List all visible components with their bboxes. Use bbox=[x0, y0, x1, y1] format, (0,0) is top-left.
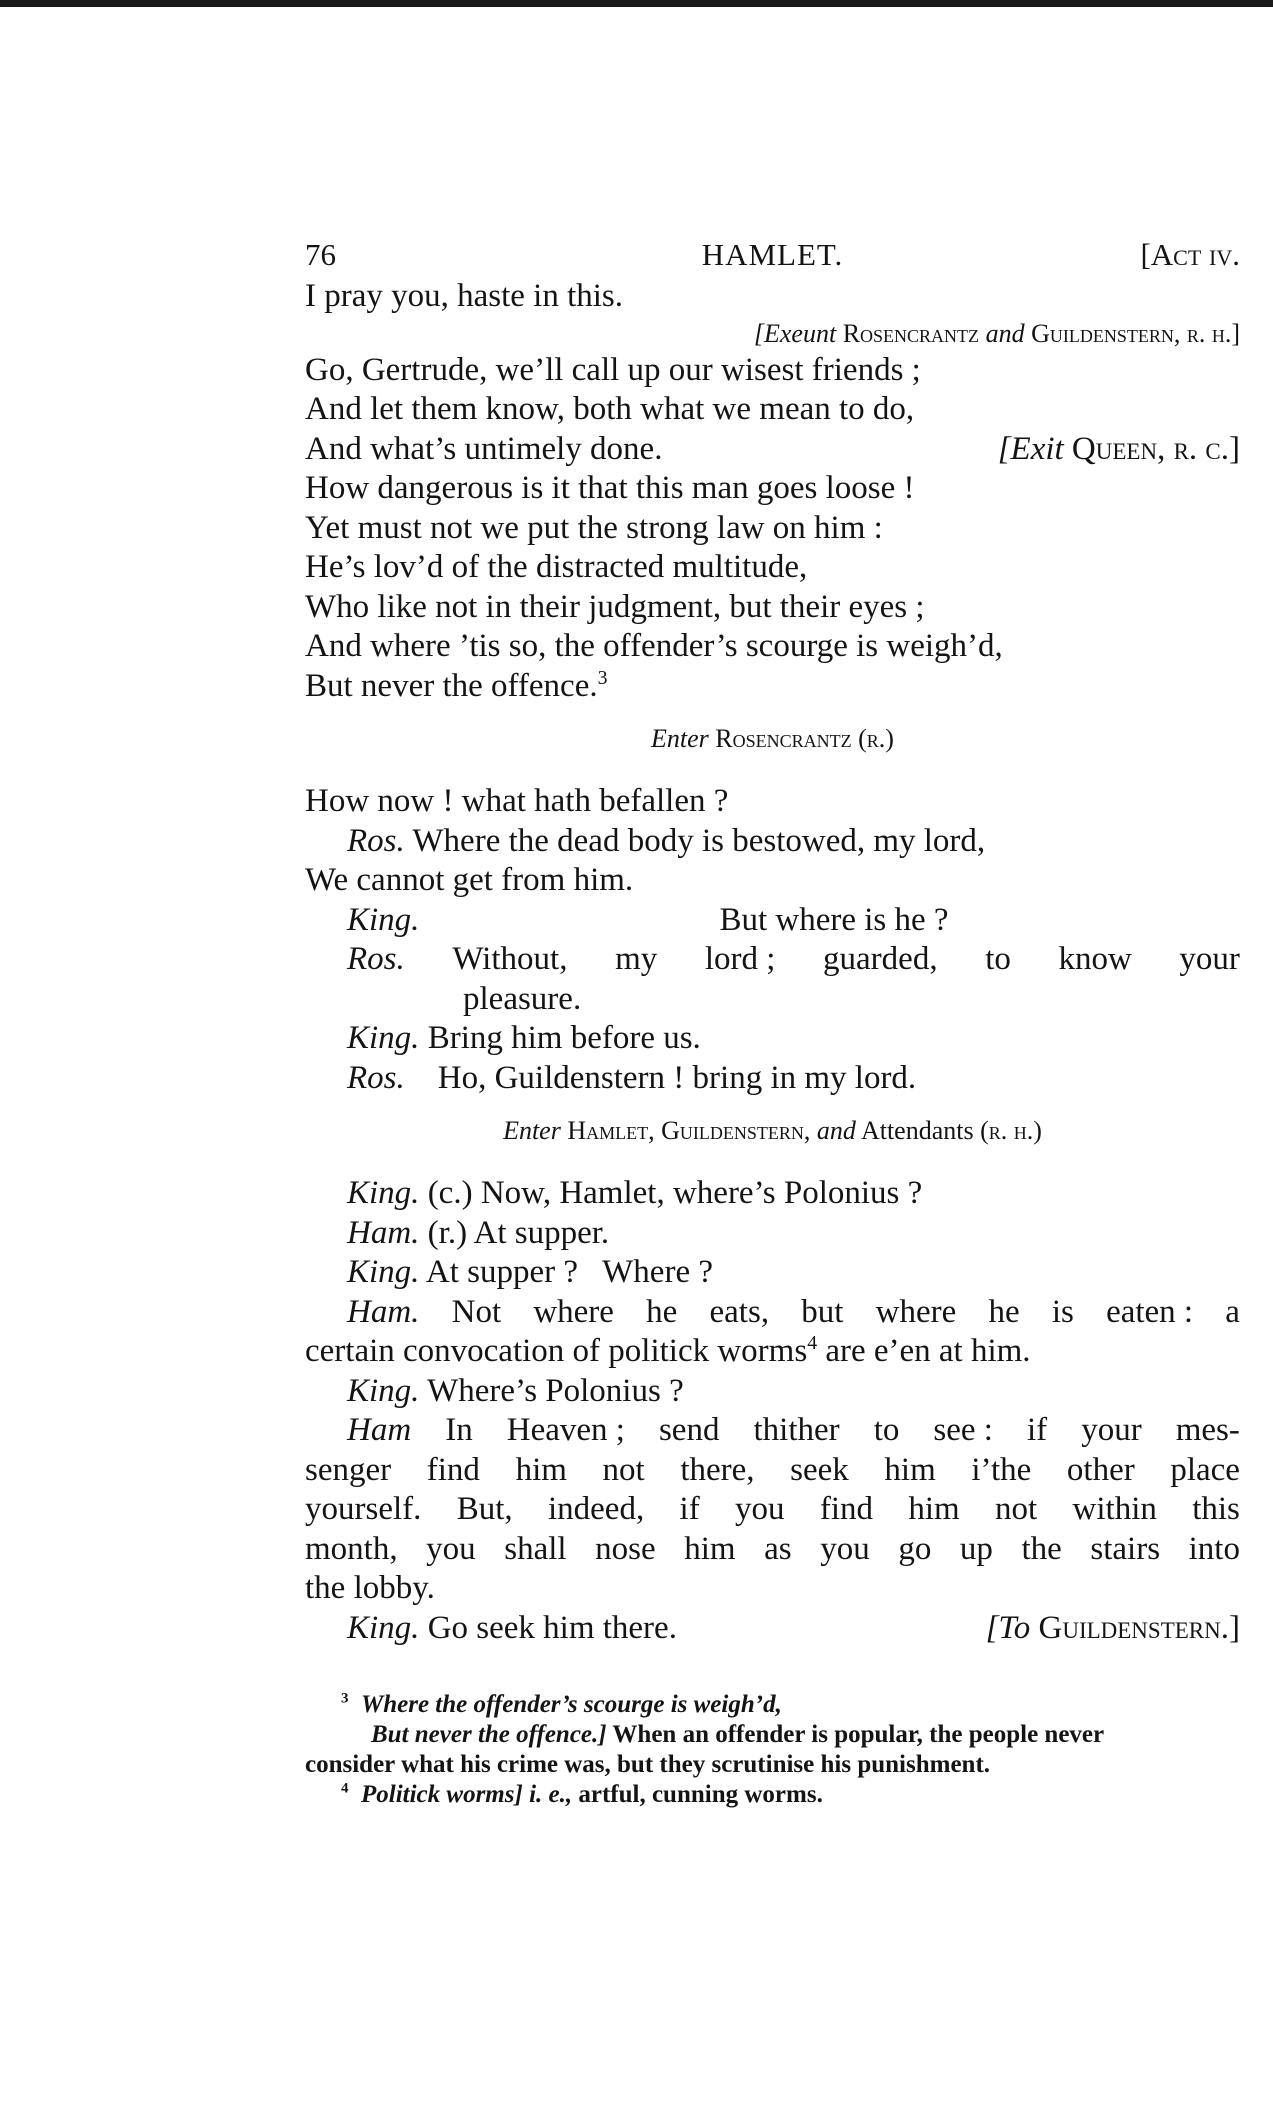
word: where bbox=[533, 1293, 614, 1330]
speech-line bbox=[305, 1059, 1240, 1099]
word: But, bbox=[456, 1491, 513, 1527]
sd-verb: Enter bbox=[503, 1116, 561, 1145]
word: Without, bbox=[452, 941, 568, 977]
word: him bbox=[884, 1451, 936, 1488]
verse-line bbox=[305, 667, 1240, 707]
word: as bbox=[764, 1530, 792, 1567]
speech-line bbox=[305, 1293, 1240, 1333]
verse-line: How now ! what hath befallen ? bbox=[305, 783, 729, 819]
character-name: Guildenstern, bbox=[661, 1116, 811, 1145]
stage-direction bbox=[998, 430, 1240, 470]
word: there, bbox=[680, 1451, 755, 1488]
character-name: Rosencrantz bbox=[842, 318, 980, 348]
footnote-line bbox=[305, 1720, 1240, 1750]
prose-line bbox=[305, 1332, 1240, 1372]
speaker-name: King. bbox=[347, 1175, 420, 1211]
word: he bbox=[646, 1293, 678, 1330]
character-name: Hamlet, bbox=[567, 1116, 655, 1145]
word: he bbox=[988, 1293, 1020, 1330]
speaker-name: King. bbox=[347, 1609, 420, 1646]
speech-text: But where is he ? bbox=[719, 901, 949, 938]
sd-conjunction: and bbox=[816, 1116, 856, 1145]
speech-line bbox=[305, 1174, 1240, 1214]
word: see : bbox=[933, 1412, 993, 1448]
stage-direction bbox=[305, 317, 1240, 351]
word: Not bbox=[451, 1293, 502, 1330]
book-page bbox=[305, 225, 1240, 1810]
verse-line: He’s lov’d of the distracted multitude, bbox=[305, 549, 808, 585]
word: yourself. bbox=[305, 1491, 422, 1527]
word: eaten : bbox=[1106, 1293, 1194, 1330]
verse-line: I pray you, haste in this. bbox=[305, 278, 624, 314]
footnote-mark: 3 bbox=[341, 1690, 349, 1707]
footnote bbox=[305, 1690, 1240, 1720]
word: if bbox=[679, 1491, 700, 1527]
word: your bbox=[1179, 941, 1240, 977]
footnote-text: When an offender is popular, the people never bbox=[612, 1721, 1105, 1748]
speaker-name: Ros. bbox=[347, 941, 405, 977]
scan-edge bbox=[0, 0, 1273, 7]
speech-text: Bring him before us. bbox=[427, 1020, 701, 1056]
footnote-mark: 4 bbox=[341, 1780, 349, 1797]
sd-verb: [To bbox=[985, 1609, 1031, 1646]
speech-text: (c.) Now, Hamlet, where’s Polonius ? bbox=[427, 1175, 923, 1211]
speech-line bbox=[305, 940, 1240, 980]
speech-line: pleasure. bbox=[463, 980, 582, 1017]
word: your bbox=[1081, 1412, 1142, 1448]
word: if bbox=[1026, 1412, 1048, 1448]
prose-line: the lobby. bbox=[305, 1570, 435, 1606]
speech-text: certain convocation of politick worms bbox=[305, 1333, 808, 1369]
word: know bbox=[1058, 941, 1132, 977]
speaker-name: King. bbox=[347, 1372, 420, 1409]
word: him bbox=[908, 1491, 960, 1527]
speaker-name: Ros. bbox=[347, 1059, 405, 1096]
speaker-name: Ham. bbox=[347, 1293, 420, 1330]
word: Heaven ; bbox=[506, 1412, 625, 1448]
footnote-quote: But never the offence.] bbox=[371, 1721, 607, 1748]
footnote-ref: 3 bbox=[597, 666, 608, 689]
speaker-name: King. bbox=[347, 1020, 420, 1056]
speech-text: Go seek him there. bbox=[427, 1609, 677, 1646]
stage-direction bbox=[986, 1609, 1240, 1649]
speech-line bbox=[305, 822, 1240, 862]
word: other bbox=[1066, 1451, 1135, 1488]
sd-text: Attendants bbox=[860, 1116, 974, 1145]
word: indeed, bbox=[547, 1491, 645, 1527]
running-header bbox=[305, 225, 1240, 277]
prose-line bbox=[305, 1490, 1240, 1530]
page-number: 76 bbox=[305, 237, 336, 272]
word: mes- bbox=[1175, 1412, 1240, 1448]
sd-verb: [Exit bbox=[997, 430, 1064, 467]
speech-line bbox=[305, 901, 1240, 941]
stage-direction bbox=[305, 722, 1240, 756]
word: send bbox=[658, 1412, 720, 1448]
word: to bbox=[873, 1412, 900, 1448]
word: you bbox=[735, 1491, 785, 1527]
speaker-name: Ros. bbox=[347, 822, 405, 859]
sd-location: (r. h.) bbox=[980, 1116, 1042, 1145]
speech-text: are e’en at him. bbox=[825, 1333, 1031, 1369]
verse-text: And what’s untimely done. bbox=[305, 430, 663, 467]
word: seek bbox=[790, 1451, 849, 1488]
speech-text: (r.) At supper. bbox=[427, 1214, 610, 1251]
sd-verb: Enter bbox=[651, 724, 709, 753]
speech-text: Where the dead body is bestowed, my lord, bbox=[412, 822, 986, 859]
sd-verb: [Exeunt bbox=[753, 318, 837, 348]
word: you bbox=[820, 1530, 870, 1567]
verse-line: And where ’tis so, the offender’s scourge is weigh’d, bbox=[305, 628, 1003, 664]
speech-line bbox=[305, 1372, 1240, 1412]
word: thither bbox=[753, 1412, 840, 1448]
footnote bbox=[305, 1780, 1240, 1810]
word: i’the bbox=[971, 1451, 1032, 1488]
speech-line bbox=[305, 1609, 1240, 1649]
speaker-name: Ham. bbox=[347, 1214, 420, 1251]
sd-location: (r.) bbox=[858, 724, 894, 753]
running-title: HAMLET. bbox=[701, 237, 844, 272]
word: him bbox=[684, 1530, 736, 1567]
verse-line: And let them know, both what we mean to do, bbox=[305, 391, 915, 427]
sd-conjunction: and bbox=[985, 318, 1025, 348]
character-name: Guildenstern.] bbox=[1038, 1609, 1240, 1646]
word: to bbox=[985, 941, 1011, 977]
verse-text: But never the offence. bbox=[305, 667, 598, 704]
word: In bbox=[445, 1412, 473, 1448]
word: lord ; bbox=[704, 941, 776, 977]
speech-line bbox=[305, 1019, 1240, 1059]
word: is bbox=[1051, 1293, 1074, 1330]
word: a bbox=[1225, 1293, 1240, 1330]
word: stairs bbox=[1090, 1530, 1161, 1567]
word: nose bbox=[595, 1530, 656, 1567]
word: the bbox=[1021, 1530, 1062, 1567]
speech-text: Where’s Polonius ? bbox=[427, 1372, 684, 1409]
speaker-name: King. bbox=[347, 901, 420, 938]
footnote-abbrev: i. e., bbox=[529, 1781, 573, 1808]
prose-line bbox=[305, 1530, 1240, 1570]
footnote-line: consider what his crime was, but they scrutinise his punishment. bbox=[305, 1751, 991, 1778]
speech-line bbox=[305, 1214, 1240, 1254]
footnote-text: artful, cunning worms. bbox=[578, 1781, 823, 1808]
act-label: [Act iv. bbox=[1140, 237, 1240, 272]
footnote-ref: 4 bbox=[807, 1332, 818, 1354]
character-name: Guildenstern, bbox=[1031, 318, 1181, 348]
stage-direction bbox=[305, 1114, 1240, 1148]
footnote-quote: Politick worms] bbox=[361, 1781, 523, 1808]
word: find bbox=[426, 1451, 480, 1488]
word: guarded, bbox=[823, 941, 938, 977]
prose-line bbox=[305, 1451, 1240, 1491]
speech-line bbox=[305, 1253, 1240, 1293]
word: my bbox=[615, 941, 658, 977]
word: find bbox=[819, 1491, 874, 1527]
word: this bbox=[1192, 1491, 1240, 1527]
word: eats, bbox=[709, 1293, 770, 1330]
word: you bbox=[426, 1530, 476, 1567]
verse-line: Go, Gertrude, we’ll call up our wisest friends ; bbox=[305, 351, 921, 388]
word: senger bbox=[305, 1451, 392, 1488]
word: him bbox=[515, 1451, 567, 1488]
word: not bbox=[995, 1491, 1038, 1527]
footnotes bbox=[305, 1690, 1240, 1810]
verse-line bbox=[305, 430, 1240, 470]
sd-location: r. c.] bbox=[1173, 430, 1240, 467]
speaker-name: King. bbox=[347, 1254, 420, 1290]
word: but bbox=[801, 1293, 844, 1330]
word: shall bbox=[504, 1530, 567, 1567]
word: into bbox=[1188, 1530, 1240, 1567]
verse-line: Yet must not we put the strong law on him : bbox=[305, 509, 883, 546]
word: within bbox=[1072, 1491, 1157, 1527]
speech-line bbox=[305, 1411, 1240, 1451]
character-name: Rosencrantz bbox=[715, 724, 852, 753]
footnote-quote: Where the offender’s scourge is weigh’d, bbox=[361, 1691, 782, 1718]
word: place bbox=[1170, 1451, 1240, 1488]
verse-line: We cannot get from him. bbox=[305, 862, 634, 898]
word: up bbox=[959, 1530, 993, 1567]
character-name: Queen, bbox=[1071, 430, 1166, 467]
word: month, bbox=[305, 1530, 398, 1567]
sd-location: r. h.] bbox=[1186, 318, 1240, 348]
speech-text: At supper ? Where ? bbox=[425, 1254, 713, 1290]
word: where bbox=[875, 1293, 957, 1330]
verse-line: How dangerous is it that this man goes loose ! bbox=[305, 470, 915, 506]
word: not bbox=[602, 1451, 645, 1488]
speech-text: Ho, Guildenstern ! bring in my lord. bbox=[437, 1059, 917, 1096]
speaker-name: Ham bbox=[347, 1412, 412, 1448]
word: go bbox=[898, 1530, 932, 1567]
verse-line: Who like not in their judgment, but their eyes ; bbox=[305, 588, 925, 625]
